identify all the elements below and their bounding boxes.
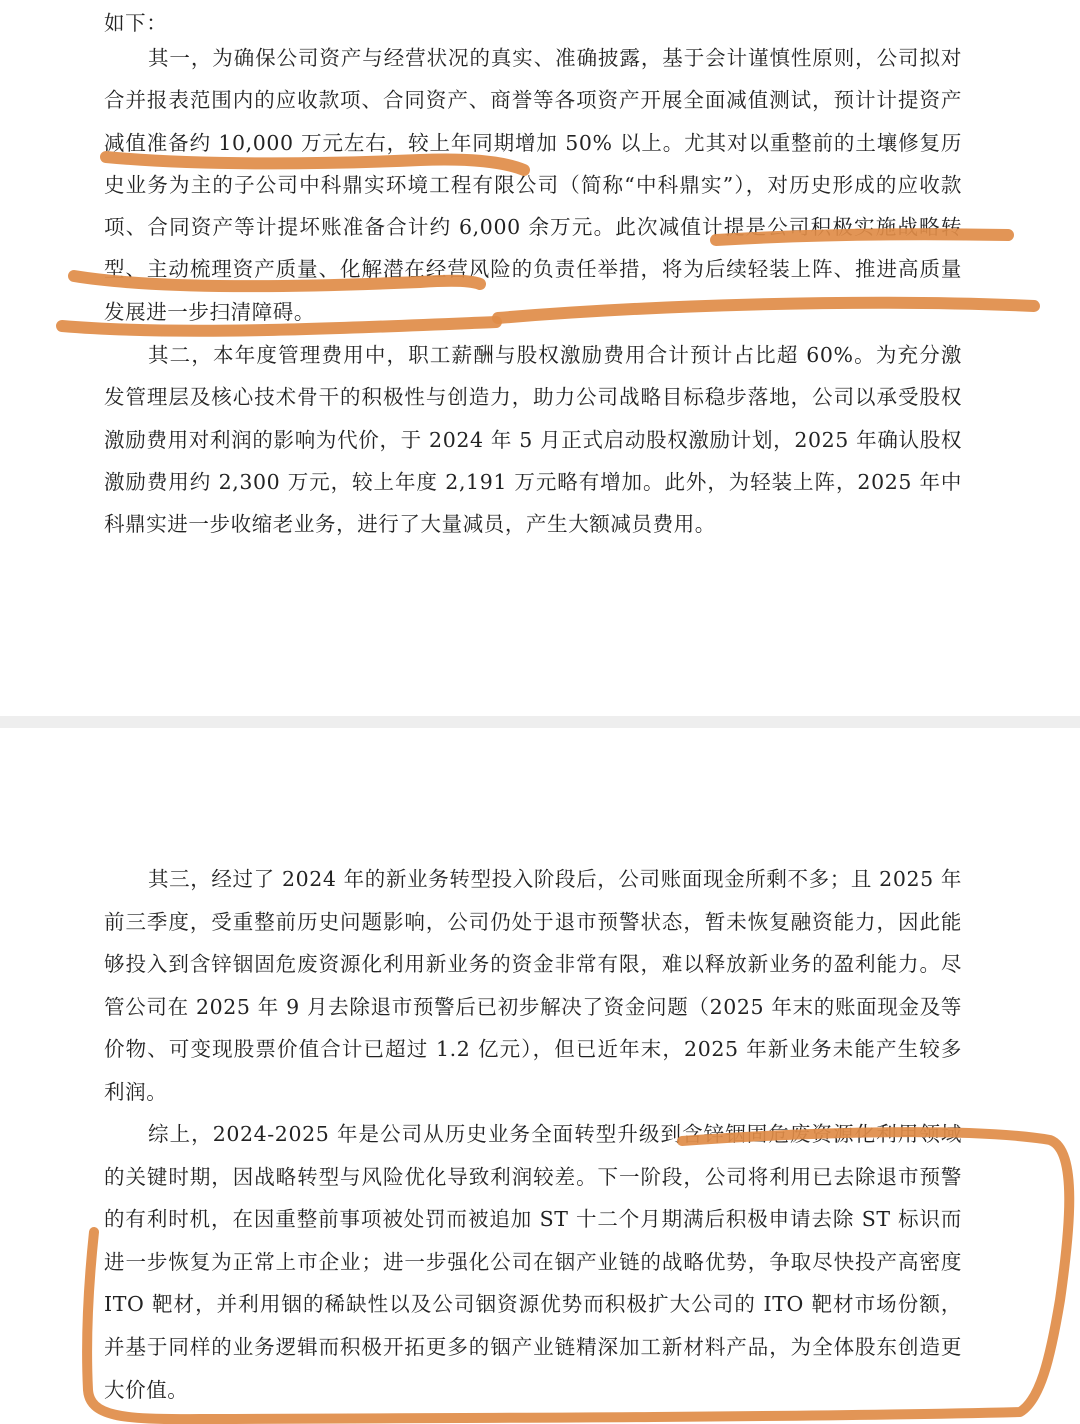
paragraph-summary: 综上，2024-2025 年是公司从历史业务全面转型升级到含锌铟固危废资源化利用领域的关键时期，因战略转型与风险优化导致利润较差。下一阶段，公司将利用已去除退市预警的有利时机，在因重整前事项被处罚而被追加 ST 十二个月期满后积极申请去除 ST 标识而进一步恢复为正常上市企业；进一步强化公司在铟产业链的战略优势，争取尽快投产高密度 ITO 靶材，并利用铟的稀缺性以及公司铟资源优势而积极扩大公司的 ITO 靶材市场份额，并基于同样的业务逻辑而积极开拓更多的铟产业链精深加工新材料产品，为全体股东创造更大价值。 — [104, 1122, 962, 1402]
paragraph-point-one: 其一，为确保公司资产与经营状况的真实、准确披露，基于会计谨慎性原则，公司拟对合并报表范围内的应收款项、合同资产、商誉等各项资产开展全面减值测试，预计计提资产减值准备约 10,000 万元左右，较上年同期增加 50% 以上。尤其对以重整前的土壤修复历史业务为主的子公司中科鼎实环境工程有限公司（简称“中科鼎实”），对历史形成的应收款项、合同资产等计提坏账准备合计约 6,000 余万元。此次减值计提是公司积极实施战略转型、主动梳理资产质量、化解潜在经营风险的负责任举措，将为后续轻装上阵、推进高质量发展进一步扫清障碍。 — [104, 46, 962, 324]
intro-line: 如下： — [104, 11, 168, 35]
paragraph-point-three: 其三，经过了 2024 年的新业务转型投入阶段后，公司账面现金所剩不多；且 2025 年前三季度，受重整前历史问题影响，公司仍处于退市预警状态，暂未恢复融资能力，因此能够投入到含锌铟固危废资源化利用新业务的资金非常有限，难以释放新业务的盈利能力。尽管公司在 2025 年 9 月去除退市预警后已初步解决了资金问题（2025 年末的账面现金及等价物、可变现股票价值合计已超过 1.2 亿元），但已近年末，2025 年新业务未能产生较多利润。 — [104, 867, 962, 1104]
paragraph-point-two: 其二，本年度管理费用中，职工薪酬与股权激励费用合计预计占比超 60%。为充分激发管理层及核心技术骨干的积极性与创造力，助力公司战略目标稳步落地，公司以承受股权激励费用对利润的影响为代价，于 2024 年 5 月正式启动股权激励计划，2025 年确认股权激励费用约 2,300 万元，较上年度 2,191 万元略有增加。此外，为轻装上阵，2025 年中科鼎实进一步收缩老业务，进行了大量减员，产生大额减员费用。 — [104, 343, 962, 537]
document-page-2 — [0, 728, 1080, 1424]
page-separator — [0, 716, 1080, 728]
